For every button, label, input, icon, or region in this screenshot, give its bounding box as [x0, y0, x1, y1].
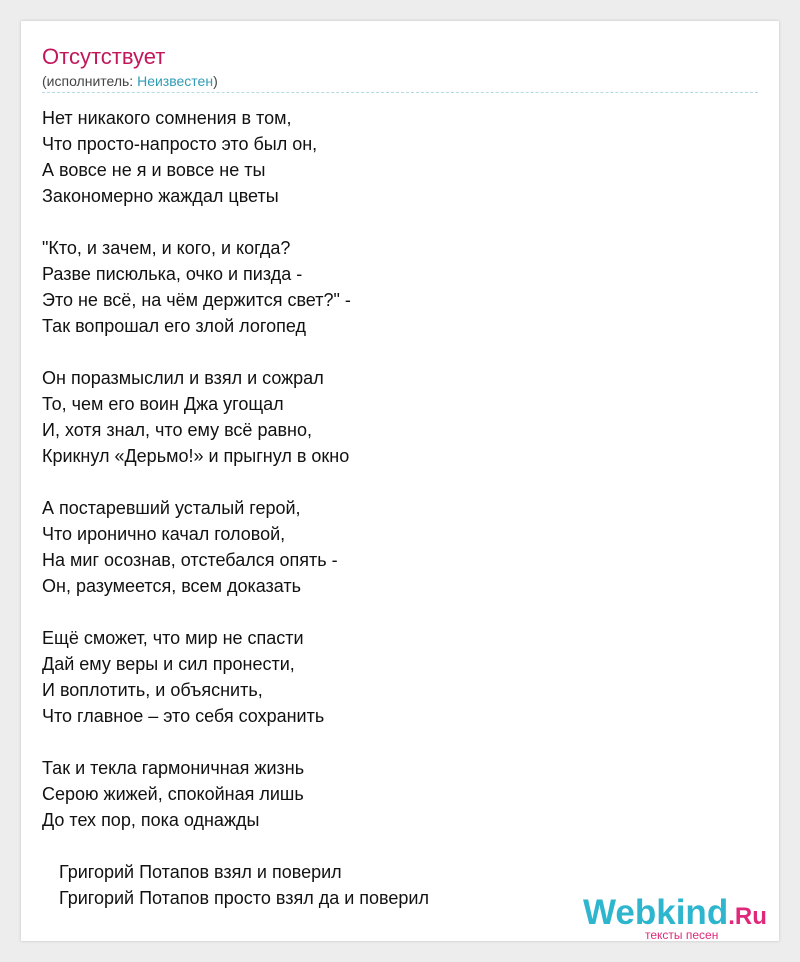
lyric-line: Разве писюлька, очко и пизда -	[42, 264, 303, 284]
title-divider	[42, 92, 758, 93]
lyric-line: До тех пор, пока однажды	[42, 810, 260, 830]
lyric-line: И, хотя знал, что ему всё равно,	[42, 420, 312, 440]
stanza-gap	[42, 833, 429, 859]
lyric-line: А постаревший усталый герой,	[42, 498, 301, 518]
lyric-line: А вовсе не я и вовсе не ты	[42, 160, 266, 180]
stanza-gap	[42, 469, 429, 495]
logo-main-text: Webkind	[583, 893, 729, 932]
site-logo[interactable]	[583, 893, 783, 943]
stanza-gap	[42, 209, 429, 235]
lyrics-card	[21, 21, 779, 941]
logo-domain: .Ru	[728, 903, 767, 930]
lyric-line: Серою жижей, спокойная лишь	[42, 784, 304, 804]
lyric-line: Так и текла гармоничная жизнь	[42, 758, 305, 778]
lyric-line: То, чем его воин Джа угощал	[42, 394, 284, 414]
lyric-line: Это не всё, на чём держится свет?" -	[42, 290, 351, 310]
lyric-line: Он поразмыслил и взял и сожрал	[42, 368, 324, 388]
lyric-line: Ещё сможет, что мир не спасти	[42, 628, 304, 648]
lyric-line: Что просто-напросто это был он,	[42, 134, 318, 154]
lyric-line: Так вопрошал его злой логопед	[42, 316, 306, 336]
stanza-gap	[42, 599, 429, 625]
song-title: Отсутствует	[42, 44, 166, 69]
lyric-line: Что иронично качал головой,	[42, 524, 286, 544]
stanza-gap	[42, 729, 429, 755]
lyric-line: Закономерно жаждал цветы	[42, 186, 279, 206]
lyric-line: Что главное – это себя сохранить	[42, 706, 325, 726]
lyric-line: Крикнул «Дерьмо!» и прыгнул в окно	[42, 446, 350, 466]
lyric-line: Григорий Потапов просто взял да и поверил	[59, 888, 429, 908]
lyric-line: Дай ему веры и сил пронести,	[42, 654, 295, 674]
lyric-line: И воплотить, и объяснить,	[42, 680, 263, 700]
logo-tagline: тексты песен	[645, 928, 719, 942]
artist-link[interactable]: Неизвестен	[137, 73, 214, 89]
artist-prefix: (исполнитель:	[42, 73, 138, 89]
lyric-line: Он, разумеется, всем доказать	[42, 576, 302, 596]
lyric-line: Григорий Потапов взял и поверил	[59, 862, 342, 882]
artist-line	[42, 72, 218, 90]
lyrics-body	[42, 105, 429, 911]
lyric-line: "Кто, и зачем, и кого, и когда?	[42, 238, 291, 258]
lyric-line: На миг осознав, отстебался опять -	[42, 550, 338, 570]
stanza-gap	[42, 339, 429, 365]
lyric-line: Нет никакого сомнения в том,	[42, 108, 292, 128]
artist-suffix: )	[213, 73, 218, 89]
